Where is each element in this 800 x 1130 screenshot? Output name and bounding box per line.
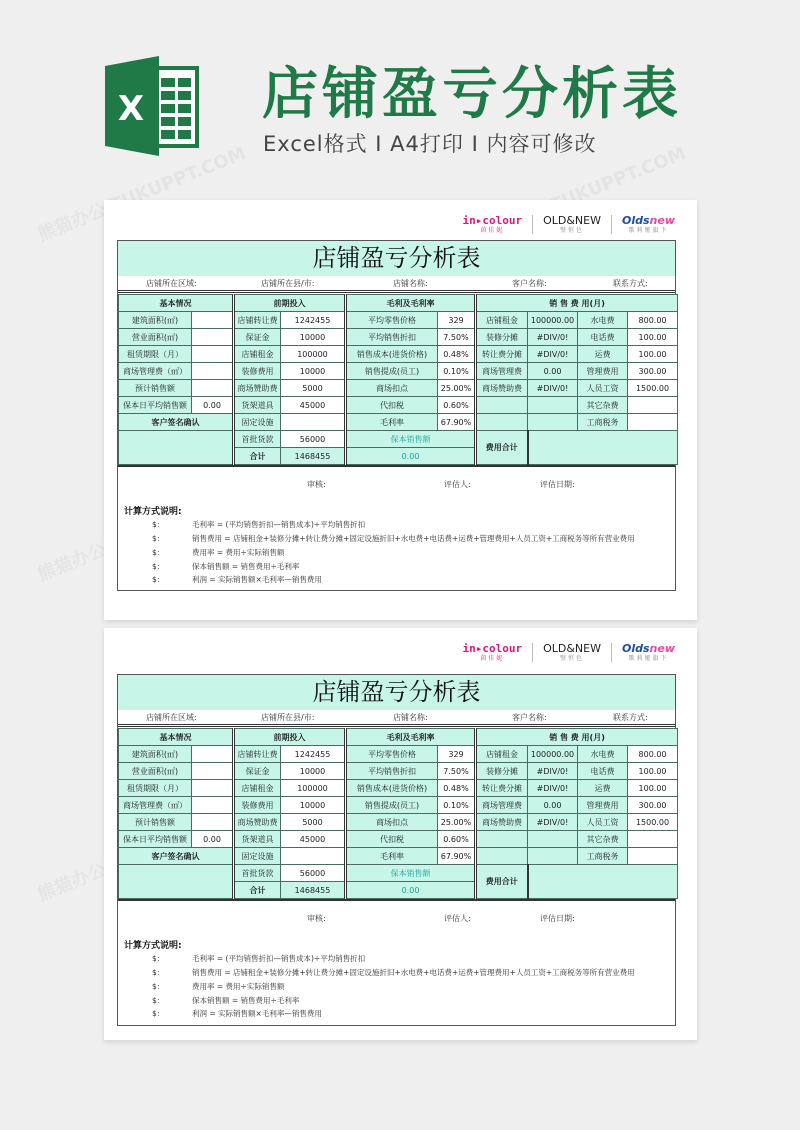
margin-label[interactable]: 毛利率 bbox=[346, 414, 438, 431]
sheet-title: 店铺盈亏分析表 bbox=[118, 241, 675, 276]
cost-label[interactable]: 商场赞助费 bbox=[476, 380, 528, 397]
table-row bbox=[119, 346, 678, 363]
margin-value[interactable]: 0.10% bbox=[438, 797, 476, 814]
margin-label[interactable]: 平均零售价格 bbox=[346, 746, 438, 763]
cost-label[interactable]: 电话费 bbox=[578, 763, 628, 780]
invest-value[interactable]: 1468455 bbox=[281, 448, 346, 465]
cost-value[interactable]: #DIV/0! bbox=[528, 380, 578, 397]
table-row bbox=[119, 797, 678, 814]
info-region-label[interactable]: 店铺所在区域: bbox=[146, 713, 197, 722]
margin-label[interactable]: 平均零售价格 bbox=[346, 312, 438, 329]
invest-value[interactable]: 100000 bbox=[281, 346, 346, 363]
reviewer-label[interactable]: 审核: bbox=[307, 914, 326, 923]
signature-confirm-label[interactable]: 客户签名确认 bbox=[119, 848, 234, 865]
invest-value[interactable]: 45000 bbox=[281, 831, 346, 848]
signature-confirm-field[interactable] bbox=[119, 431, 234, 465]
cost-value[interactable]: 800.00 bbox=[628, 746, 678, 763]
basic-value[interactable] bbox=[192, 380, 234, 397]
invest-value[interactable]: 10000 bbox=[281, 763, 346, 780]
invest-label[interactable]: 店铺转让费 bbox=[234, 746, 281, 763]
formula-line: $： 毛利率 = (平均销售折扣—销售成本)÷平均销售折扣 bbox=[152, 520, 366, 529]
table-row bbox=[119, 746, 678, 763]
signature-area bbox=[118, 899, 675, 1026]
cost-label[interactable]: 工商税务 bbox=[578, 414, 628, 431]
margin-value[interactable]: 7.50% bbox=[438, 329, 476, 346]
basic-value[interactable]: 0.00 bbox=[192, 397, 234, 414]
cost-total-label[interactable]: 费用合计 bbox=[476, 865, 528, 899]
cost-value[interactable]: 100.00 bbox=[628, 346, 678, 363]
margin-value[interactable]: 67.90% bbox=[438, 848, 476, 865]
cost-label[interactable] bbox=[476, 414, 528, 431]
basic-label[interactable]: 保本日平均销售额 bbox=[119, 397, 192, 414]
margin-value[interactable]: 0.60% bbox=[438, 831, 476, 848]
cost-label[interactable]: 装修分摊 bbox=[476, 763, 528, 780]
table-row bbox=[119, 329, 678, 346]
cost-label[interactable]: 店铺租金 bbox=[476, 746, 528, 763]
margin-label[interactable]: 平均销售折扣 bbox=[346, 763, 438, 780]
section-cost-header[interactable]: 销 售 费 用(月) bbox=[476, 295, 678, 312]
cost-label[interactable]: 水电费 bbox=[578, 312, 628, 329]
info-customer-label[interactable]: 客户名称: bbox=[512, 279, 547, 288]
table-row bbox=[119, 763, 678, 780]
cost-label[interactable]: 运费 bbox=[578, 346, 628, 363]
cost-label[interactable]: 人员工资 bbox=[578, 380, 628, 397]
section-margin-header[interactable]: 毛利及毛利率 bbox=[346, 729, 476, 746]
table-row bbox=[119, 380, 678, 397]
cost-total-value[interactable] bbox=[528, 865, 678, 899]
invest-value[interactable]: 10000 bbox=[281, 329, 346, 346]
formula-line: $： 销售费用 = 店铺租金+装修分摊+转让费分摊+固定设施折旧+水电费+电话费+运费+管理费用+人员工资+工商税务等所有营业费用 bbox=[152, 968, 635, 977]
info-region-label[interactable]: 店铺所在区域: bbox=[146, 279, 197, 288]
table-row bbox=[119, 865, 678, 882]
cost-value[interactable]: 100.00 bbox=[628, 763, 678, 780]
brand-incolour-logo: in▸colour 茵佳妮 bbox=[462, 641, 523, 662]
basic-value[interactable] bbox=[192, 363, 234, 380]
invest-label[interactable]: 店铺租金 bbox=[234, 780, 281, 797]
assessor-label[interactable]: 评估人: bbox=[444, 914, 471, 923]
margin-label[interactable]: 销售成本(进货价格) bbox=[346, 780, 438, 797]
brand-oldnew-logo: OLD&NEW 璧恒色 bbox=[532, 215, 611, 234]
analysis-table-frame bbox=[117, 240, 676, 591]
margin-label[interactable]: 代扣税 bbox=[346, 397, 438, 414]
table-row bbox=[119, 814, 678, 831]
section-cost-header[interactable]: 销 售 费 用(月) bbox=[476, 729, 678, 746]
margin-value[interactable]: 0.48% bbox=[438, 780, 476, 797]
table-row bbox=[119, 414, 678, 431]
invest-value[interactable]: 5000 bbox=[281, 380, 346, 397]
cost-label[interactable]: 工商税务 bbox=[578, 848, 628, 865]
cost-label[interactable]: 商场赞助费 bbox=[476, 814, 528, 831]
formula-line: $： 利润 = 实际销售额×毛利率—销售费用 bbox=[152, 1009, 322, 1018]
invest-value[interactable]: 100000 bbox=[281, 780, 346, 797]
info-contact-label[interactable]: 联系方式: bbox=[613, 279, 648, 288]
cost-value[interactable]: #DIV/0! bbox=[528, 346, 578, 363]
invest-label[interactable]: 首批货款 bbox=[234, 431, 281, 448]
formula-line: $： 费用率 = 费用÷实际销售额 bbox=[152, 982, 285, 991]
cost-value[interactable] bbox=[528, 848, 578, 865]
info-row bbox=[118, 710, 675, 727]
cost-value[interactable]: #DIV/0! bbox=[528, 814, 578, 831]
basic-label[interactable]: 营业面积(㎡) bbox=[119, 763, 192, 780]
basic-value[interactable] bbox=[192, 346, 234, 363]
basic-label[interactable]: 预计销售额 bbox=[119, 380, 192, 397]
cost-value[interactable]: 100000.00 bbox=[528, 312, 578, 329]
invest-label[interactable]: 商场赞助费 bbox=[234, 814, 281, 831]
invest-value[interactable]: 10000 bbox=[281, 363, 346, 380]
calc-method-title: 计算方式说明: bbox=[124, 507, 182, 517]
formula-line: $： 保本销售额 = 销售费用÷毛利率 bbox=[152, 562, 300, 571]
invest-label[interactable]: 首批货款 bbox=[234, 865, 281, 882]
basic-label[interactable]: 商场管理费（㎡） bbox=[119, 797, 192, 814]
analysis-grid bbox=[118, 294, 678, 465]
cost-value[interactable]: 0.00 bbox=[528, 363, 578, 380]
cost-label[interactable]: 电话费 bbox=[578, 329, 628, 346]
basic-label[interactable]: 建筑面积(㎡) bbox=[119, 746, 192, 763]
margin-label[interactable]: 销售成本(进货价格) bbox=[346, 346, 438, 363]
margin-value[interactable]: 329 bbox=[438, 746, 476, 763]
invest-label[interactable]: 货架道具 bbox=[234, 397, 281, 414]
cost-label[interactable]: 人员工资 bbox=[578, 814, 628, 831]
cost-total-value[interactable] bbox=[528, 431, 678, 465]
section-header-row bbox=[119, 295, 678, 312]
info-store-name-label[interactable]: 店铺名称: bbox=[393, 713, 428, 722]
assessor-label[interactable]: 评估人: bbox=[444, 480, 471, 489]
cost-value[interactable]: 1500.00 bbox=[628, 814, 678, 831]
signature-area bbox=[118, 465, 675, 592]
margin-value[interactable]: 25.00% bbox=[438, 380, 476, 397]
cost-value[interactable] bbox=[628, 848, 678, 865]
formula-line: $： 利润 = 实际销售额×毛利率—销售费用 bbox=[152, 575, 322, 584]
info-county-label[interactable]: 店铺所在县/市: bbox=[261, 279, 315, 288]
invest-value[interactable] bbox=[281, 848, 346, 865]
basic-value[interactable] bbox=[192, 763, 234, 780]
table-row bbox=[119, 363, 678, 380]
cost-value[interactable]: 800.00 bbox=[628, 312, 678, 329]
margin-label[interactable]: 平均销售折扣 bbox=[346, 329, 438, 346]
cost-label[interactable]: 水电费 bbox=[578, 746, 628, 763]
margin-label[interactable]: 商场扣点 bbox=[346, 814, 438, 831]
section-margin-header[interactable]: 毛利及毛利率 bbox=[346, 295, 476, 312]
table-row bbox=[119, 848, 678, 865]
section-basic-header[interactable]: 基本情况 bbox=[119, 295, 234, 312]
invest-label[interactable]: 保证金 bbox=[234, 763, 281, 780]
basic-label[interactable]: 商场管理费（㎡） bbox=[119, 363, 192, 380]
cost-value[interactable] bbox=[528, 414, 578, 431]
basic-value[interactable] bbox=[192, 814, 234, 831]
breakeven-value[interactable]: 0.00 bbox=[346, 882, 476, 899]
margin-value[interactable]: 0.48% bbox=[438, 346, 476, 363]
formula-line: $： 毛利率 = (平均销售折扣—销售成本)÷平均销售折扣 bbox=[152, 954, 366, 963]
margin-label[interactable]: 代扣税 bbox=[346, 831, 438, 848]
assess-date-label[interactable]: 评估日期: bbox=[540, 914, 575, 923]
margin-label[interactable]: 销售提成(员工) bbox=[346, 797, 438, 814]
section-header-row bbox=[119, 729, 678, 746]
invest-value[interactable]: 5000 bbox=[281, 814, 346, 831]
cost-label[interactable]: 商场管理费 bbox=[476, 797, 528, 814]
basic-label[interactable]: 预计销售额 bbox=[119, 814, 192, 831]
basic-value[interactable] bbox=[192, 746, 234, 763]
formula-line: $： 保本销售额 = 销售费用÷毛利率 bbox=[152, 996, 300, 1005]
sheet-page-2 bbox=[104, 628, 697, 1040]
cost-value[interactable]: 100.00 bbox=[628, 780, 678, 797]
invest-label[interactable]: 固定设施 bbox=[234, 414, 281, 431]
cost-label[interactable] bbox=[476, 831, 528, 848]
info-contact-label[interactable]: 联系方式: bbox=[613, 713, 648, 722]
cost-value[interactable]: 300.00 bbox=[628, 797, 678, 814]
invest-value[interactable]: 45000 bbox=[281, 397, 346, 414]
invest-value[interactable]: 56000 bbox=[281, 431, 346, 448]
cost-value[interactable]: 100000.00 bbox=[528, 746, 578, 763]
margin-label[interactable]: 毛利率 bbox=[346, 848, 438, 865]
table-row bbox=[119, 312, 678, 329]
info-row bbox=[118, 276, 675, 293]
cost-value[interactable]: #DIV/0! bbox=[528, 329, 578, 346]
info-customer-label[interactable]: 客户名称: bbox=[512, 713, 547, 722]
banner-subtitle: Excel格式 I A4打印 I 内容可修改 bbox=[263, 132, 597, 156]
basic-label[interactable]: 租赁期限（月） bbox=[119, 346, 192, 363]
analysis-grid bbox=[118, 728, 678, 899]
breakeven-label[interactable]: 保本销售额 bbox=[346, 431, 476, 448]
cost-value[interactable] bbox=[628, 831, 678, 848]
cost-label[interactable] bbox=[476, 397, 528, 414]
invest-value[interactable]: 1242455 bbox=[281, 312, 346, 329]
table-row bbox=[119, 780, 678, 797]
table-row bbox=[119, 397, 678, 414]
table-row bbox=[119, 831, 678, 848]
invest-label[interactable]: 店铺转让费 bbox=[234, 312, 281, 329]
invest-label[interactable]: 装修费用 bbox=[234, 797, 281, 814]
cost-label[interactable]: 装修分摊 bbox=[476, 329, 528, 346]
cost-label[interactable]: 转让费分摊 bbox=[476, 346, 528, 363]
margin-label[interactable]: 销售提成(员工) bbox=[346, 363, 438, 380]
margin-value[interactable]: 0.60% bbox=[438, 397, 476, 414]
basic-label[interactable]: 建筑面积(㎡) bbox=[119, 312, 192, 329]
basic-label[interactable]: 保本日平均销售额 bbox=[119, 831, 192, 848]
brand-logos bbox=[452, 638, 685, 666]
brand-oldnew-logo: OLD&NEW 璧恒色 bbox=[532, 643, 611, 662]
cost-label[interactable]: 管理费用 bbox=[578, 797, 628, 814]
basic-label[interactable]: 营业面积(㎡) bbox=[119, 329, 192, 346]
invest-label[interactable]: 货架道具 bbox=[234, 831, 281, 848]
cost-total-label[interactable]: 费用合计 bbox=[476, 431, 528, 465]
invest-label[interactable]: 保证金 bbox=[234, 329, 281, 346]
margin-value[interactable]: 0.10% bbox=[438, 363, 476, 380]
sheet-page-1 bbox=[104, 200, 697, 620]
invest-value[interactable]: 1242455 bbox=[281, 746, 346, 763]
cost-label[interactable]: 运费 bbox=[578, 780, 628, 797]
invest-value[interactable]: 56000 bbox=[281, 865, 346, 882]
invest-value[interactable] bbox=[281, 414, 346, 431]
formula-line: $： 费用率 = 费用÷实际销售额 bbox=[152, 548, 285, 557]
excel-icon bbox=[103, 56, 201, 156]
reviewer-label[interactable]: 审核: bbox=[307, 480, 326, 489]
cost-value[interactable]: #DIV/0! bbox=[528, 763, 578, 780]
cost-label[interactable]: 其它杂费 bbox=[578, 397, 628, 414]
section-invest-header[interactable]: 前期投入 bbox=[234, 295, 346, 312]
margin-label[interactable]: 商场扣点 bbox=[346, 380, 438, 397]
assess-date-label[interactable]: 评估日期: bbox=[540, 480, 575, 489]
invest-label[interactable]: 固定设施 bbox=[234, 848, 281, 865]
invest-label[interactable]: 装修费用 bbox=[234, 363, 281, 380]
brand-incolour-logo: in▸colour 茵佳妮 bbox=[462, 213, 523, 234]
margin-value[interactable]: 25.00% bbox=[438, 814, 476, 831]
cost-value[interactable]: #DIV/0! bbox=[528, 780, 578, 797]
invest-value[interactable]: 1468455 bbox=[281, 882, 346, 899]
cost-value[interactable]: 100.00 bbox=[628, 329, 678, 346]
info-county-label[interactable]: 店铺所在县/市: bbox=[261, 713, 315, 722]
brand-oldsnew-logo: Oldsnew 歌莉娅旗下 bbox=[611, 643, 685, 662]
cost-label[interactable]: 商场管理费 bbox=[476, 363, 528, 380]
invest-label[interactable]: 合计 bbox=[234, 448, 281, 465]
cost-value[interactable]: 1500.00 bbox=[628, 380, 678, 397]
cost-value[interactable]: 0.00 bbox=[528, 797, 578, 814]
banner bbox=[0, 0, 800, 190]
cost-label[interactable] bbox=[476, 848, 528, 865]
basic-value[interactable]: 0.00 bbox=[192, 831, 234, 848]
cost-value[interactable]: 300.00 bbox=[628, 363, 678, 380]
calc-method-title: 计算方式说明: bbox=[124, 941, 182, 951]
basic-value[interactable] bbox=[192, 780, 234, 797]
brand-logos bbox=[452, 210, 685, 238]
invest-label[interactable]: 商场赞助费 bbox=[234, 380, 281, 397]
basic-value[interactable] bbox=[192, 797, 234, 814]
margin-value[interactable]: 7.50% bbox=[438, 763, 476, 780]
breakeven-label[interactable]: 保本销售额 bbox=[346, 865, 476, 882]
cost-value[interactable] bbox=[528, 397, 578, 414]
cost-label[interactable]: 转让费分摊 bbox=[476, 780, 528, 797]
cost-label[interactable]: 其它杂费 bbox=[578, 831, 628, 848]
invest-label[interactable]: 店铺租金 bbox=[234, 346, 281, 363]
analysis-table-frame bbox=[117, 674, 676, 1026]
cost-label[interactable]: 管理费用 bbox=[578, 363, 628, 380]
signature-confirm-label[interactable]: 客户签名确认 bbox=[119, 414, 234, 431]
basic-value[interactable] bbox=[192, 312, 234, 329]
svg-text:X: X bbox=[117, 89, 145, 129]
invest-value[interactable]: 10000 bbox=[281, 797, 346, 814]
cost-value[interactable] bbox=[528, 831, 578, 848]
margin-value[interactable]: 329 bbox=[438, 312, 476, 329]
breakeven-value[interactable]: 0.00 bbox=[346, 448, 476, 465]
basic-label[interactable]: 租赁期限（月） bbox=[119, 780, 192, 797]
section-invest-header[interactable]: 前期投入 bbox=[234, 729, 346, 746]
basic-value[interactable] bbox=[192, 329, 234, 346]
cost-label[interactable]: 店铺租金 bbox=[476, 312, 528, 329]
banner-title: 店铺盈亏分析表 bbox=[262, 62, 682, 127]
cost-value[interactable] bbox=[628, 397, 678, 414]
info-store-name-label[interactable]: 店铺名称: bbox=[393, 279, 428, 288]
table-row bbox=[119, 431, 678, 448]
margin-value[interactable]: 67.90% bbox=[438, 414, 476, 431]
brand-oldsnew-logo: Oldsnew 歌莉娅旗下 bbox=[611, 215, 685, 234]
section-basic-header[interactable]: 基本情况 bbox=[119, 729, 234, 746]
signature-confirm-field[interactable] bbox=[119, 865, 234, 899]
invest-label[interactable]: 合计 bbox=[234, 882, 281, 899]
sheet-title: 店铺盈亏分析表 bbox=[118, 675, 675, 710]
cost-value[interactable] bbox=[628, 414, 678, 431]
formula-line: $： 销售费用 = 店铺租金+装修分摊+转让费分摊+固定设施折旧+水电费+电话费+运费+管理费用+人员工资+工商税务等所有营业费用 bbox=[152, 534, 635, 543]
